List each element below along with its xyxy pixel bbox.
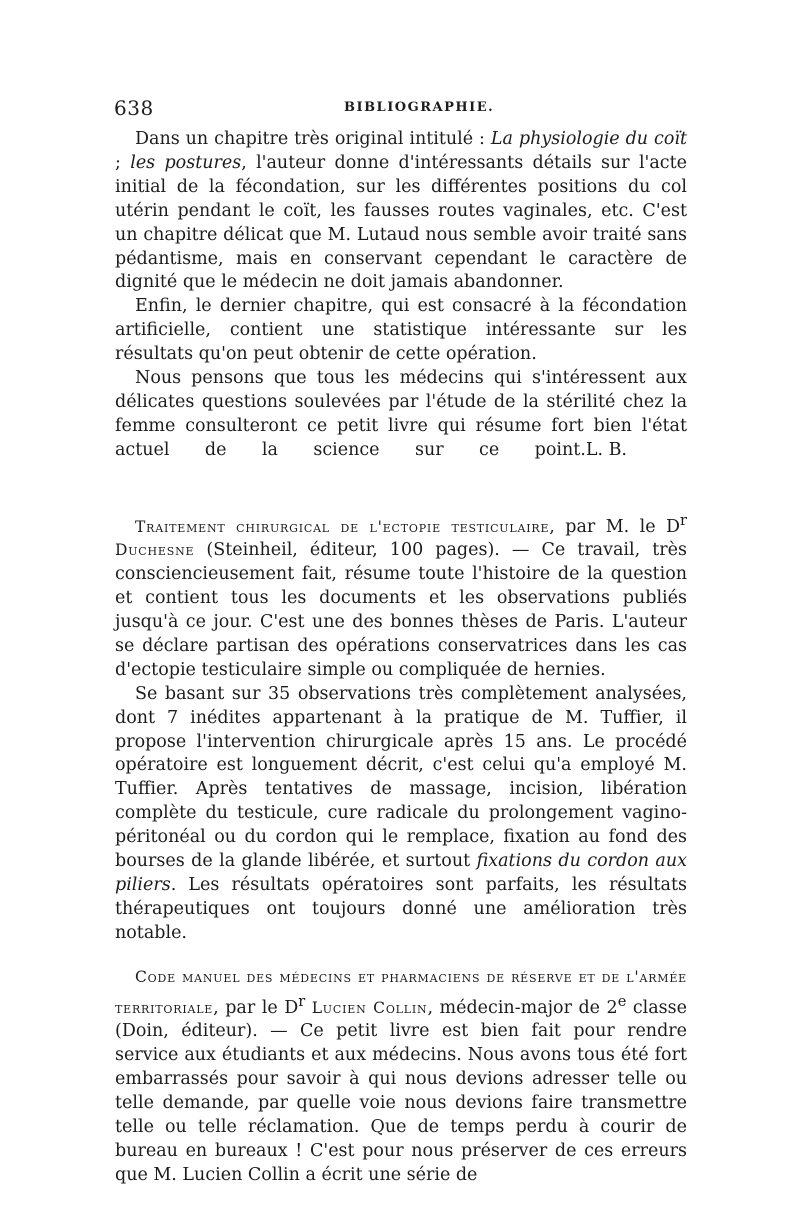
text-span: . Les résultats opératoires sont parfaits, les résultats thérapeutiques ont toujours donné une amélioration très notable.	[115, 875, 687, 943]
paragraph-coit-chapter	[115, 128, 687, 295]
superscript: r	[680, 511, 688, 529]
review-title: Code manuel des médecins et pharmaciens de réserve et de l'armée territoriale	[115, 967, 687, 1017]
italic-chapter-title: La physiologie du coït	[490, 129, 687, 149]
paragraph-conclusion	[115, 367, 687, 487]
text-span: classe (Doin, éditeur). — Ce petit livre est bien fait pour rendre service aux étudiants et aux médecins. Nous avons tous été fort embarrassés pour savoir à qui nous devions adresser telle ou telle demande, par quelle voie nous devions faire transmettre telle ou telle réclamation. Que de temps perdu à courir de bureau en bureaux ! C'est pour nous préserver de ces erreurs que M. Lucien Collin a écrit une série de	[115, 997, 687, 1185]
italic-chapter-subtitle: les postures	[130, 152, 242, 173]
text-span: ;	[115, 152, 131, 173]
body-text	[115, 128, 687, 1188]
page-number: 638	[114, 96, 154, 120]
paragraph-last-chapter: Enfin, le dernier chapitre, qui est consacré à la fécondation artificielle, contient une statistique intéressante sur les résultats qu'on peut obtenir de cette opération.	[115, 296, 687, 365]
running-head: BIBLIOGRAPHIE.	[344, 100, 495, 115]
text-span: , par M. le D	[549, 516, 681, 537]
section-gap	[115, 487, 687, 509]
review-title: Traitement chirurgical de l'ectopie testiculaire	[135, 517, 550, 536]
italic-phrase: fixations du cordon aux piliers	[115, 851, 687, 896]
text-span: Nous pensons que tous les médecins qui s'intéressent aux délicates questions soulevées par l'étude de la stérilité chez la femme consulteront ce petit livre qui résume fort bien l'état actuel de la science sur ce point.	[115, 368, 687, 460]
superscript: r	[298, 992, 306, 1010]
review-author: Duchesne	[115, 541, 195, 560]
review-code-manuel	[115, 966, 687, 1188]
text-span: Dans un chapitre très original intitulé :	[135, 129, 491, 149]
text-span: , par le D	[213, 997, 299, 1018]
review-author: Lucien Collin	[311, 998, 428, 1017]
text-span: (Steinheil, éditeur, 100 pages). — Ce travail, très consciencieusement fait, résume toute l'histoire de la question et contient tous les documents et les observations publiés jusqu'à ce jour. C'est une des bonnes thèses de Paris. L'auteur se déclare partisan des opérations conservatrices dans les cas d'ectopie testiculaire simple ou compliquée de hernies.	[115, 540, 687, 680]
superscript: e	[617, 992, 627, 1010]
text-span: Se basant sur 35 observations très complètement analysées, dont 7 inédites appartenant à la pratique de M. Tuffier, il propose l'intervention chirurgicale après 15 ans. Le procédé opératoire est longuement décrit, c'est celui qu'a employé M. Tuffier. Après tentatives de massage, incision, libération complète du testicule, cure radicale du prolongement vagino-péritonéal ou du cordon qui le remplace, fixation au fond des bourses de la glande libérée, et surtout	[115, 683, 687, 872]
review-ectopie-continued	[115, 683, 687, 946]
section-gap	[115, 946, 687, 966]
text-span: , l'auteur donne d'intéressants détails sur l'acte initial de la fécondation, sur les différentes positions du col utérin pendant le coït, les fausses routes vaginales, etc. C'est un chapitre délicat que M. Lutaud nous semble avoir traité sans pédantisme, mais en conservant cependant le caractère de dignité que le médecin ne doit jamais abandonner.	[115, 152, 687, 293]
text-span: , médecin-major de 2	[427, 997, 618, 1018]
review-ectopie	[115, 509, 687, 683]
review-signature: L. B.	[585, 439, 627, 460]
page-header	[114, 96, 684, 126]
